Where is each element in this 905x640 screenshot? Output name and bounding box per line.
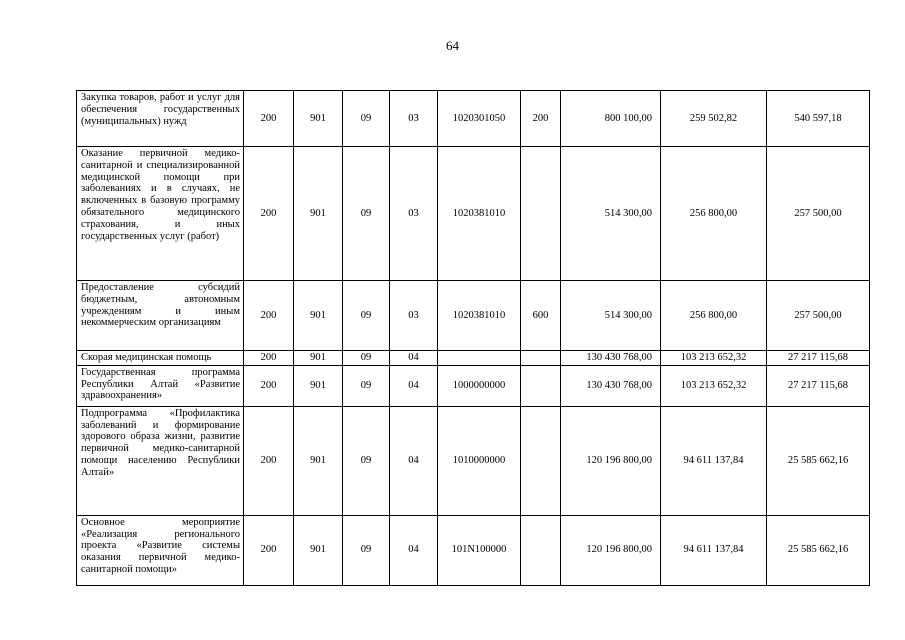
target-article-code-cell: 1000000000 (438, 365, 521, 406)
amount-planned-cell: 514 300,00 (561, 281, 661, 351)
table-row (77, 91, 870, 147)
target-article-code-cell: 1020301050 (438, 91, 521, 147)
amount-planned-cell: 130 430 768,00 (561, 351, 661, 366)
table-row (77, 351, 870, 366)
section-code-cell: 09 (343, 406, 390, 515)
target-article-code-cell: 1010000000 (438, 406, 521, 515)
table-row (77, 515, 870, 585)
row-name-cell: Основное мероприятие «Реализация регионального проекта «Развитие системы оказания первичной медико-санитарной помощи» (77, 515, 244, 585)
amount-executed-cell: 94 611 137,84 (661, 406, 767, 515)
amount-executed-cell: 259 502,82 (661, 91, 767, 147)
dept-code-cell: 901 (294, 147, 343, 281)
row-name-cell: Закупка товаров, работ и услуг для обеспечения государственных (муниципальных) нужд (77, 91, 244, 147)
budget-table (76, 90, 870, 586)
amount-executed-cell: 256 800,00 (661, 147, 767, 281)
expense-type-code-cell: 200 (521, 91, 561, 147)
target-article-code-cell (438, 351, 521, 366)
amount-remaining-cell: 540 597,18 (767, 91, 870, 147)
page-number: 64 (446, 38, 459, 53)
dept-code-cell: 901 (294, 515, 343, 585)
subsection-code-cell: 04 (390, 515, 438, 585)
amount-planned-cell: 514 300,00 (561, 147, 661, 281)
row-name-cell: Оказание первичной медико-санитарной и специализированной медицинской помощи при заболеваниях и в случаях, не включенных в базовую программу обязательного медицинского страхования, и иных государственных услуг (работ) (77, 147, 244, 281)
row-name-cell: Предоставление субсидий бюджетным, автономным учреждениям и иным некоммерческим организациям (77, 281, 244, 351)
amount-executed-cell: 94 611 137,84 (661, 515, 767, 585)
section-code-cell: 09 (343, 281, 390, 351)
amount-planned-cell: 120 196 800,00 (561, 406, 661, 515)
section-code-cell: 09 (343, 147, 390, 281)
amount-planned-cell: 800 100,00 (561, 91, 661, 147)
amount-remaining-cell: 25 585 662,16 (767, 515, 870, 585)
subsection-code-cell: 03 (390, 281, 438, 351)
admin-code-cell: 200 (244, 365, 294, 406)
expense-type-code-cell: 600 (521, 281, 561, 351)
amount-planned-cell: 130 430 768,00 (561, 365, 661, 406)
amount-executed-cell: 103 213 652,32 (661, 365, 767, 406)
admin-code-cell: 200 (244, 351, 294, 366)
dept-code-cell: 901 (294, 351, 343, 366)
amount-executed-cell: 103 213 652,32 (661, 351, 767, 366)
dept-code-cell: 901 (294, 406, 343, 515)
subsection-code-cell: 04 (390, 351, 438, 366)
admin-code-cell: 200 (244, 91, 294, 147)
table-row (77, 281, 870, 351)
expense-type-code-cell (521, 147, 561, 281)
amount-planned-cell: 120 196 800,00 (561, 515, 661, 585)
subsection-code-cell: 03 (390, 147, 438, 281)
row-name-cell: Скорая медицинская помощь (77, 351, 244, 366)
target-article-code-cell: 1020381010 (438, 281, 521, 351)
amount-remaining-cell: 257 500,00 (767, 147, 870, 281)
section-code-cell: 09 (343, 365, 390, 406)
expense-type-code-cell (521, 351, 561, 366)
amount-remaining-cell: 25 585 662,16 (767, 406, 870, 515)
table-row (77, 365, 870, 406)
amount-remaining-cell: 27 217 115,68 (767, 351, 870, 366)
expense-type-code-cell (521, 515, 561, 585)
subsection-code-cell: 04 (390, 406, 438, 515)
expense-type-code-cell (521, 365, 561, 406)
amount-remaining-cell: 257 500,00 (767, 281, 870, 351)
row-name-cell: Подпрограмма «Профилактика заболеваний и формирование здорового образа жизни, развитие первичной медико-санитарной помощи населению Республики Алтай» (77, 406, 244, 515)
dept-code-cell: 901 (294, 365, 343, 406)
target-article-code-cell: 101N100000 (438, 515, 521, 585)
table-row (77, 147, 870, 281)
expense-type-code-cell (521, 406, 561, 515)
admin-code-cell: 200 (244, 281, 294, 351)
dept-code-cell: 901 (294, 281, 343, 351)
subsection-code-cell: 04 (390, 365, 438, 406)
section-code-cell: 09 (343, 351, 390, 366)
dept-code-cell: 901 (294, 91, 343, 147)
row-name-cell: Государственная программа Республики Алтай «Развитие здравоохранения» (77, 365, 244, 406)
subsection-code-cell: 03 (390, 91, 438, 147)
target-article-code-cell: 1020381010 (438, 147, 521, 281)
admin-code-cell: 200 (244, 515, 294, 585)
table-row (77, 406, 870, 515)
amount-remaining-cell: 27 217 115,68 (767, 365, 870, 406)
section-code-cell: 09 (343, 91, 390, 147)
amount-executed-cell: 256 800,00 (661, 281, 767, 351)
admin-code-cell: 200 (244, 406, 294, 515)
section-code-cell: 09 (343, 515, 390, 585)
admin-code-cell: 200 (244, 147, 294, 281)
